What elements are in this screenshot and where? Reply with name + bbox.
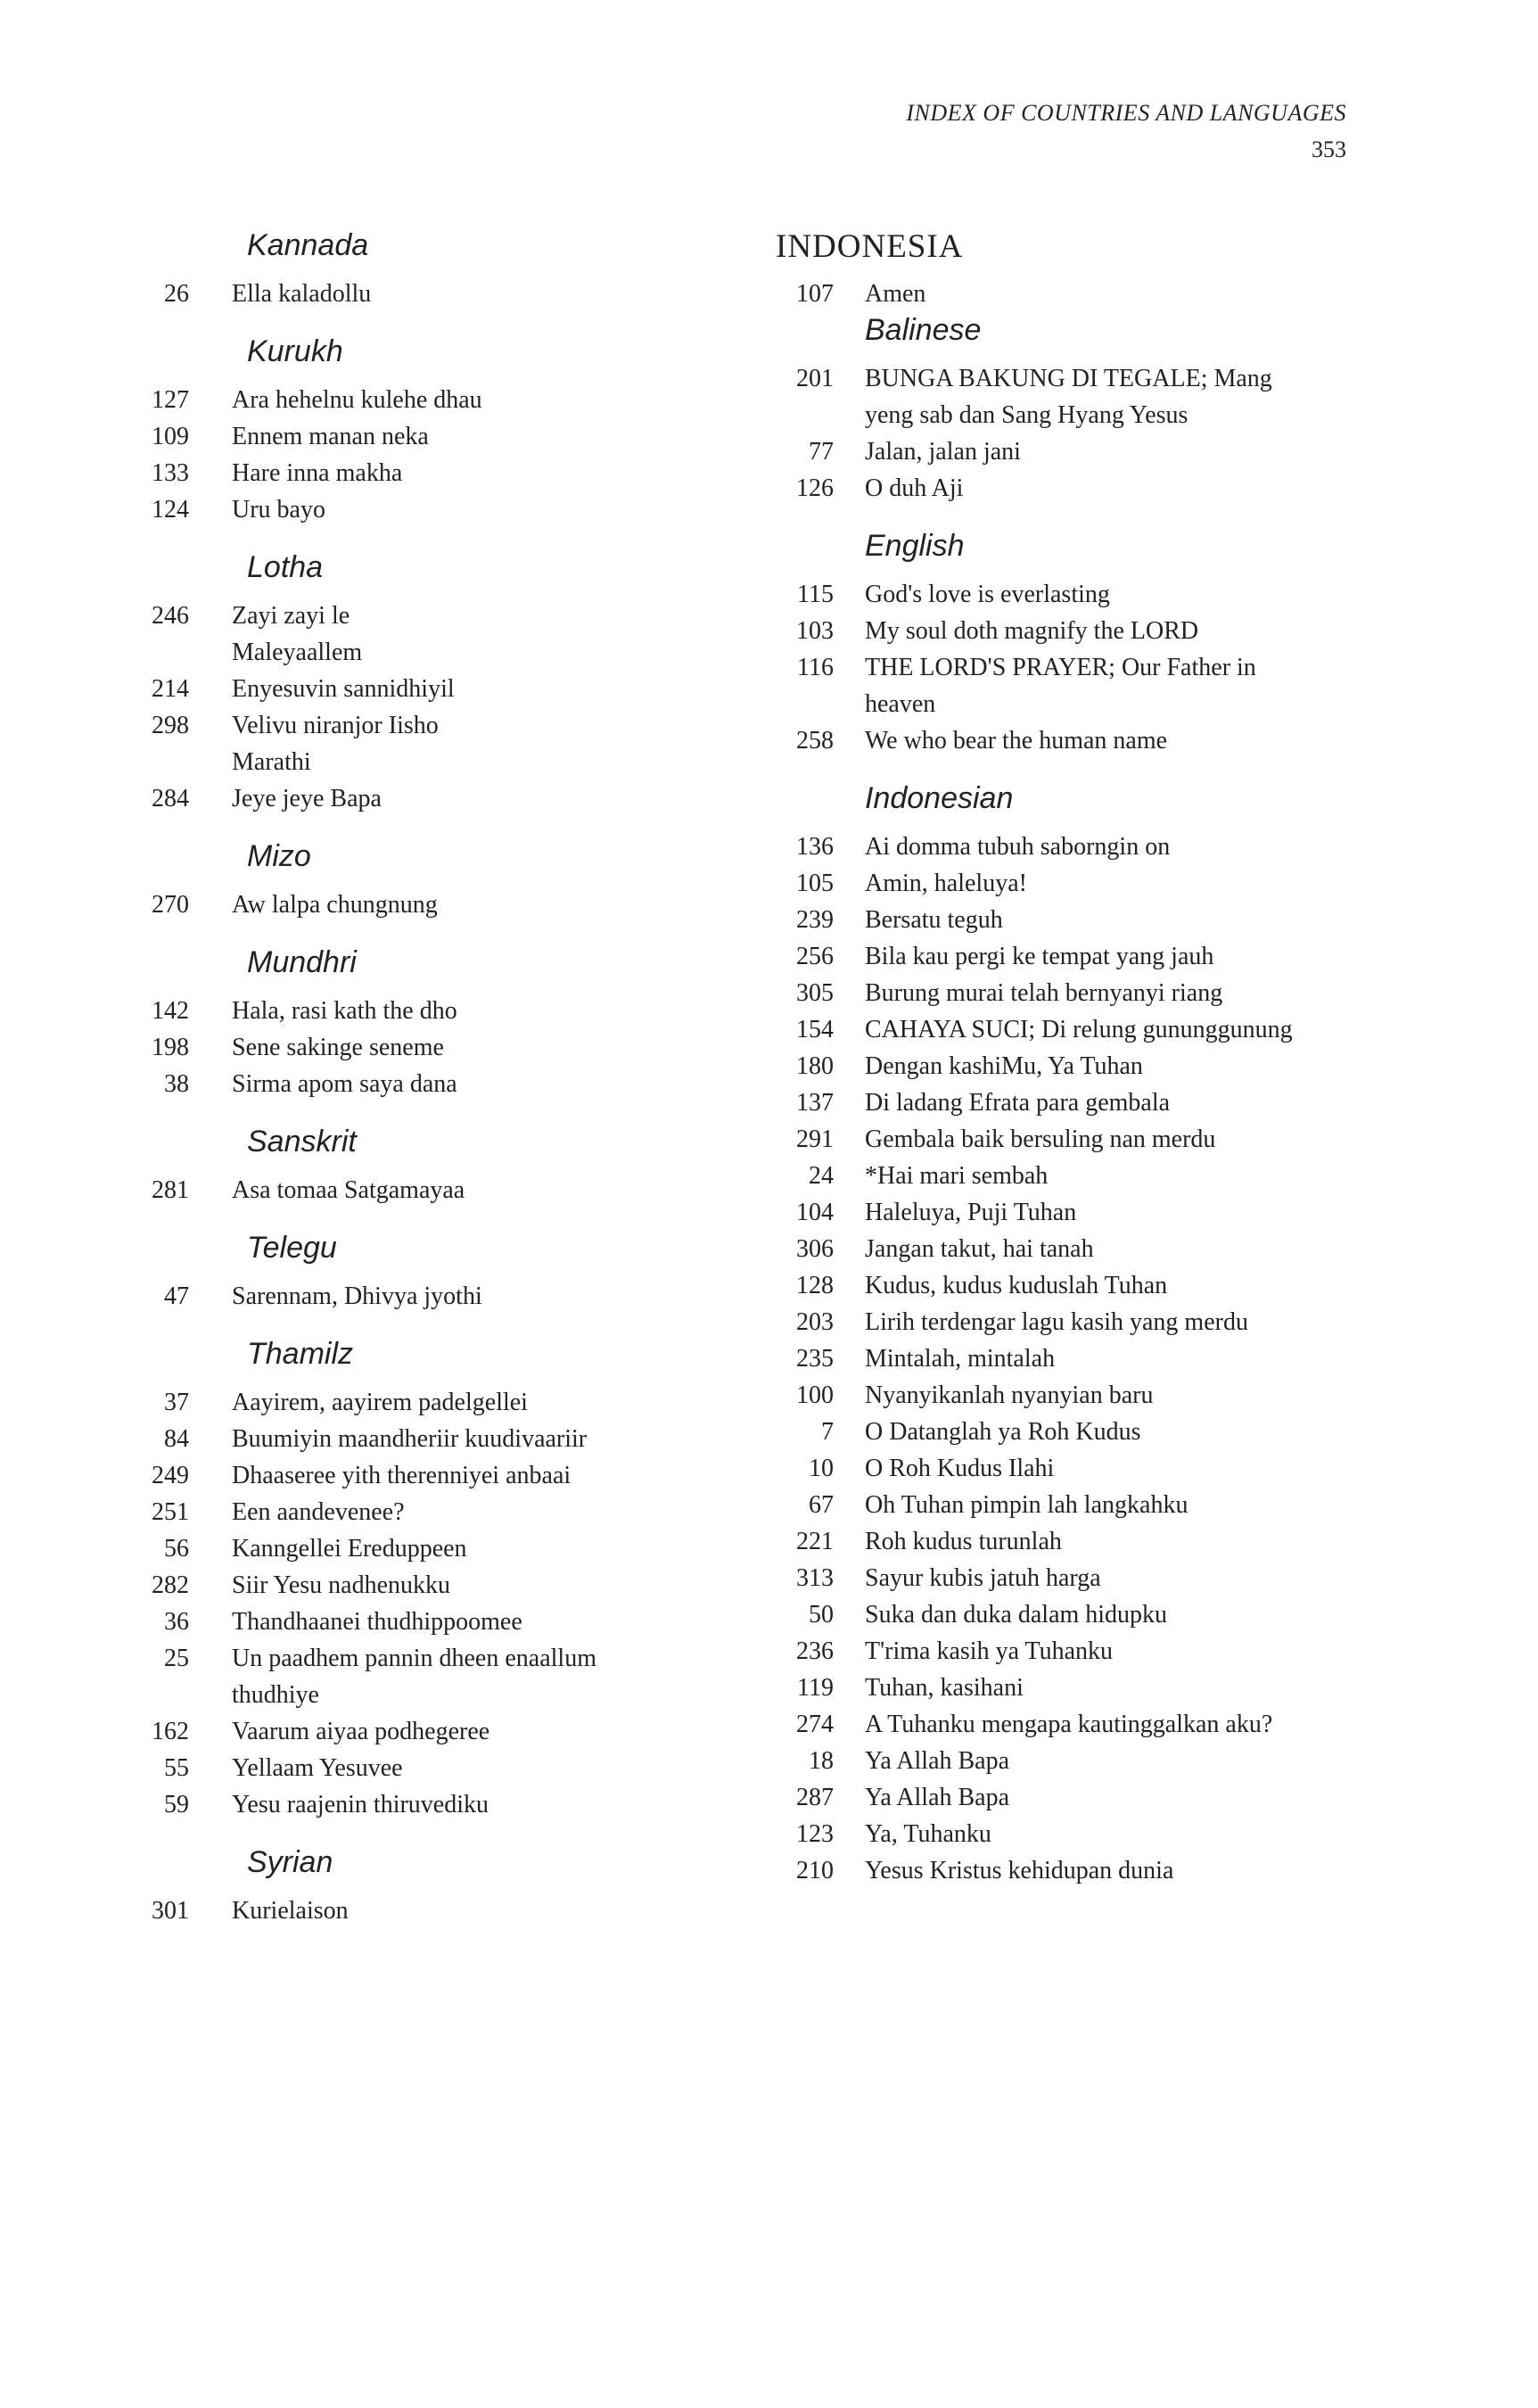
hymn-title: Ai domma tubuh saborngin on [865, 833, 1171, 861]
country-heading: INDONESIA [776, 228, 964, 265]
hymn-number: 18 [809, 1747, 834, 1775]
hymn-title: O Datanglah ya Roh Kudus [865, 1418, 1141, 1446]
index-entry [749, 938, 1373, 975]
hymn-number: 214 [152, 675, 189, 703]
hymn-number: 136 [796, 833, 834, 861]
language-heading: Thamilz [247, 1337, 354, 1371]
hymn-number: 128 [796, 1272, 834, 1299]
hymn-number: 36 [164, 1608, 189, 1636]
hymn-number: 154 [796, 1016, 834, 1043]
hymn-title: Yesus Kristus kehidupan dunia [865, 1857, 1174, 1884]
hymn-number: 38 [164, 1070, 189, 1098]
hymn-number: 37 [164, 1389, 189, 1416]
language-heading: Lotha [247, 550, 324, 584]
hymn-number: 25 [164, 1645, 189, 1672]
hymn-title: Amin, haleluya! [865, 870, 1027, 897]
language-heading: Telegu [247, 1231, 337, 1265]
hymn-title: O duh Aji [865, 474, 964, 502]
index-entry [749, 360, 1373, 433]
hymn-title: O Roh Kudus Ilahi [865, 1455, 1055, 1482]
index-entry [749, 1377, 1373, 1414]
index-entry [749, 1560, 1373, 1596]
hymn-number: 236 [796, 1637, 834, 1665]
hymn-title: Siir Yesu nadhenukku [232, 1571, 451, 1599]
index-entry [749, 1084, 1373, 1121]
hymn-number: 180 [796, 1052, 834, 1080]
hymn-title: Ya Allah Bapa [865, 1747, 1010, 1775]
index-entry [749, 1450, 1373, 1487]
hymn-number: 221 [796, 1528, 834, 1555]
index-entry [134, 1494, 740, 1530]
index-entry [134, 382, 740, 418]
hymn-number: 246 [152, 602, 189, 630]
hymn-title: Yesu raajenin thiruvediku [232, 1791, 489, 1818]
hymn-number: 7 [821, 1418, 834, 1446]
hymn-number: 210 [796, 1857, 834, 1884]
country-entries [749, 276, 1373, 312]
language-heading: Indonesian [865, 781, 1014, 815]
index-entry [134, 598, 740, 671]
hymn-number: 137 [796, 1089, 834, 1117]
hymn-number: 105 [796, 870, 834, 897]
hymn-number: 115 [797, 581, 834, 608]
hymn-title: Un paadhem pannin dheen enaallum thudhiye [232, 1645, 596, 1709]
index-entry [134, 491, 740, 528]
hymn-number: 67 [809, 1491, 834, 1519]
hymn-title: Velivu niranjor Iisho Marathi [232, 712, 439, 776]
index-entry [749, 1340, 1373, 1377]
hymn-title: Gembala baik bersuling nan merdu [865, 1126, 1216, 1153]
language-heading: Sanskrit [247, 1125, 357, 1159]
hymn-number: 123 [796, 1820, 834, 1848]
index-entry [134, 1029, 740, 1066]
hymn-title: Hala, rasi kath the dho [232, 997, 457, 1025]
index-entry [134, 671, 740, 707]
index-entry [134, 1893, 740, 1929]
hymn-number: 50 [809, 1601, 834, 1629]
index-entry [134, 1750, 740, 1786]
hymn-number: 104 [796, 1199, 834, 1226]
index-entry [134, 1713, 740, 1750]
hymn-title: Thandhaanei thudhippoomee [232, 1608, 522, 1636]
index-entry [749, 829, 1373, 865]
hymn-number: 249 [152, 1462, 189, 1489]
hymn-number: 126 [796, 474, 834, 502]
hymn-title: Zayi zayi le Maleyaallem [232, 602, 363, 666]
hymn-title: Lirih terdengar lagu kasih yang merdu [865, 1308, 1248, 1336]
index-entry [749, 1852, 1373, 1889]
hymn-title: Enyesuvin sannidhiyil [232, 675, 455, 703]
hymn-title: We who bear the human name [865, 727, 1168, 755]
hymn-title: Di ladang Efrata para gembala [865, 1089, 1171, 1117]
index-entry [134, 1066, 740, 1102]
hymn-title: Sarennam, Dhivya jyothi [232, 1282, 482, 1310]
hymn-number: 298 [152, 712, 189, 739]
index-entry [134, 1421, 740, 1457]
index-entry [749, 1706, 1373, 1743]
hymn-title: Bila kau pergi ke tempat yang jauh [865, 943, 1214, 970]
index-entry [749, 1231, 1373, 1267]
index-entry [749, 1267, 1373, 1304]
index-entry [749, 902, 1373, 938]
hymn-number: 47 [164, 1282, 189, 1310]
hymn-title: CAHAYA SUCI; Di relung gununggunung [865, 1016, 1293, 1043]
hymn-title: Mintalah, mintalah [865, 1345, 1056, 1373]
hymn-number: 313 [796, 1564, 834, 1592]
language-heading: Balinese [865, 313, 982, 347]
hymn-title: Roh kudus turunlah [865, 1528, 1062, 1555]
hymn-title: Jalan, jalan jani [865, 438, 1021, 466]
running-head: INDEX OF COUNTRIES AND LANGUAGES [906, 100, 1346, 126]
index-entry [134, 1384, 740, 1421]
hymn-title: Ara hehelnu kulehe dhau [232, 386, 482, 414]
hymn-title: God's love is everlasting [865, 581, 1110, 608]
language-heading: Kurukh [247, 334, 343, 368]
language-heading: English [865, 529, 965, 563]
hymn-number: 287 [796, 1784, 834, 1811]
hymn-title: Aw lalpa chungnung [232, 891, 438, 919]
index-entry [749, 1121, 1373, 1158]
index-entry [749, 1011, 1373, 1048]
hymn-title: THE LORD'S PRAYER; Our Father in heaven [865, 654, 1256, 718]
hymn-number: 282 [152, 1571, 189, 1599]
hymn-title: Kurielaison [232, 1897, 349, 1925]
hymn-number: 127 [152, 386, 189, 414]
right-column [749, 227, 1373, 1889]
index-entry [749, 1487, 1373, 1523]
index-entry [749, 576, 1373, 613]
index-entry [749, 433, 1373, 470]
index-entry [749, 1304, 1373, 1340]
hymn-title: Ella kaladollu [232, 280, 372, 308]
hymn-number: 162 [152, 1718, 189, 1745]
hymn-title: Sayur kubis jatuh harga [865, 1564, 1101, 1592]
index-entry [134, 1457, 740, 1494]
hymn-number: 56 [164, 1535, 189, 1563]
hymn-title: Haleluya, Puji Tuhan [865, 1199, 1077, 1226]
hymn-title: Dhaaseree yith therenniyei anbaai [232, 1462, 572, 1489]
hymn-number: 274 [796, 1711, 834, 1738]
index-entry [134, 276, 740, 312]
hymn-number: 270 [152, 891, 189, 919]
hymn-number: 100 [796, 1381, 834, 1409]
hymn-number: 306 [796, 1235, 834, 1263]
hymn-title: Dengan kashiMu, Ya Tuhan [865, 1052, 1143, 1080]
hymn-title: Yellaam Yesuvee [232, 1754, 403, 1782]
hymn-title: Asa tomaa Satgamayaa [232, 1176, 465, 1204]
hymn-title: Oh Tuhan pimpin lah langkahku [865, 1491, 1188, 1519]
index-entry [749, 1743, 1373, 1779]
index-entry [749, 1633, 1373, 1670]
hymn-title: Tuhan, kasihani [865, 1674, 1024, 1702]
index-entry [749, 975, 1373, 1011]
language-heading: Mundhri [247, 945, 357, 979]
hymn-number: 301 [152, 1897, 189, 1925]
hymn-title: Ya, Tuhanku [865, 1820, 991, 1848]
index-entry [134, 418, 740, 455]
hymn-number: 116 [797, 654, 834, 681]
hymn-title: Kudus, kudus kuduslah Tuhan [865, 1272, 1168, 1299]
hymn-title: Jangan takut, hai tanah [865, 1235, 1094, 1263]
index-entry [134, 1530, 740, 1567]
hymn-title: Sirma apom saya dana [232, 1070, 457, 1098]
hymn-number: 119 [797, 1674, 834, 1702]
hymn-number: 256 [796, 943, 834, 970]
hymn-number: 133 [152, 459, 189, 487]
hymn-title: Aayirem, aayirem padelgellei [232, 1389, 528, 1416]
index-entry [134, 1172, 740, 1208]
hymn-title: Hare inna makha [232, 459, 403, 487]
hymn-title: My soul doth magnify the LORD [865, 617, 1199, 645]
hymn-number: 305 [796, 979, 834, 1007]
left-column [134, 227, 740, 1929]
index-entry [749, 1194, 1373, 1231]
hymn-title: Buumiyin maandheriir kuudivaariir [232, 1425, 588, 1453]
index-entry [134, 1278, 740, 1315]
index-entry [749, 1670, 1373, 1706]
hymn-title: Vaarum aiyaa podhegeree [232, 1718, 490, 1745]
hymn-number: 281 [152, 1176, 189, 1204]
hymn-number: 251 [152, 1498, 189, 1526]
hymn-number: 201 [796, 365, 834, 392]
hymn-number: 124 [152, 496, 189, 524]
hymn-title: Uru bayo [232, 496, 325, 524]
hymn-title: Kanngellei Ereduppeen [232, 1535, 467, 1563]
hymn-number: 284 [152, 785, 189, 812]
index-entry [749, 613, 1373, 649]
index-entry [134, 887, 740, 923]
hymn-number: 55 [164, 1754, 189, 1782]
hymn-title: Suka dan duka dalam hidupku [865, 1601, 1168, 1629]
hymn-title: Sene sakinge seneme [232, 1034, 444, 1061]
hymn-number: 10 [809, 1455, 834, 1482]
hymn-number: 26 [164, 280, 189, 308]
index-entry [749, 276, 1373, 312]
index-entry [749, 1158, 1373, 1194]
hymn-title: T'rima kasih ya Tuhanku [865, 1637, 1114, 1665]
hymn-title: Burung murai telah bernyanyi riang [865, 979, 1223, 1007]
index-entry [134, 1640, 740, 1713]
hymn-number: 103 [796, 617, 834, 645]
hymn-title: Ya Allah Bapa [865, 1784, 1010, 1811]
index-entry [134, 455, 740, 491]
hymn-title: Jeye jeye Bapa [232, 785, 382, 812]
index-entry [749, 865, 1373, 902]
hymn-number: 198 [152, 1034, 189, 1061]
hymn-number: 24 [809, 1162, 834, 1190]
hymn-number: 239 [796, 906, 834, 934]
hymn-number: 84 [164, 1425, 189, 1453]
index-entry [134, 1786, 740, 1823]
index-entry [749, 1048, 1373, 1084]
hymn-title: BUNGA BAKUNG DI TEGALE; Mang yeng sab dan Sang Hyang Yesus [865, 365, 1272, 429]
index-entry [749, 722, 1373, 759]
language-heading: Kannada [247, 228, 369, 262]
index-entry [134, 707, 740, 780]
hymn-title: Een aandevenee? [232, 1498, 405, 1526]
index-entry [134, 780, 740, 817]
hymn-number: 235 [796, 1345, 834, 1373]
right-language-groups [749, 312, 1373, 1889]
hymn-title: Bersatu teguh [865, 906, 1003, 934]
index-entry [749, 1779, 1373, 1816]
hymn-title: Nyanyikanlah nyanyian baru [865, 1381, 1154, 1409]
index-entry [749, 1414, 1373, 1450]
hymn-number: 77 [809, 438, 834, 466]
hymn-title: A Tuhanku mengapa kautinggalkan aku? [865, 1711, 1273, 1738]
hymn-number: 142 [152, 997, 189, 1025]
index-entry [749, 470, 1373, 507]
index-entry [749, 1816, 1373, 1852]
language-heading: Mizo [247, 839, 311, 873]
hymn-title: Ennem manan neka [232, 423, 429, 450]
hymn-number: 107 [796, 280, 834, 308]
index-entry [134, 1567, 740, 1604]
language-heading: Syrian [247, 1845, 333, 1879]
hymn-number: 291 [796, 1126, 834, 1153]
index-entry [749, 1523, 1373, 1560]
page-number: 353 [1312, 136, 1346, 162]
index-entry [134, 993, 740, 1029]
hymn-number: 59 [164, 1791, 189, 1818]
hymn-title: *Hai mari sembah [865, 1162, 1049, 1190]
hymn-title: Amen [865, 280, 926, 308]
index-entry [134, 1604, 740, 1640]
hymn-number: 109 [152, 423, 189, 450]
hymn-number: 258 [796, 727, 834, 755]
index-entry [749, 1596, 1373, 1633]
hymn-number: 203 [796, 1308, 834, 1336]
index-entry [749, 649, 1373, 722]
